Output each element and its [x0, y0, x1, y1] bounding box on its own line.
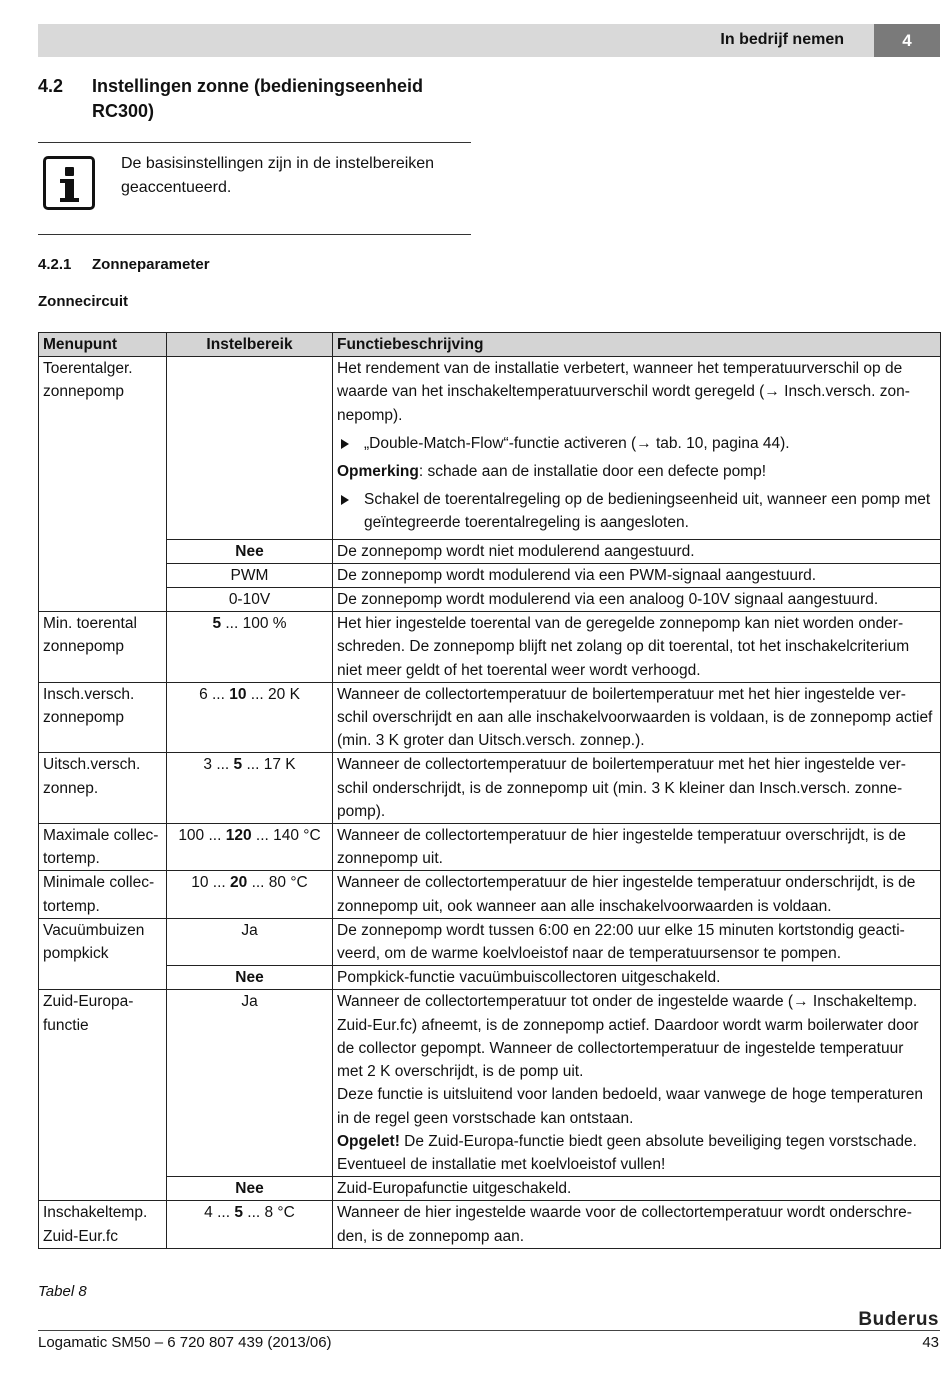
menu-cell: Uitsch.versch. zonnep. [39, 753, 167, 824]
table-row [39, 357, 941, 539]
range-cell: 6 ... 10 ... 20 K [167, 682, 333, 753]
menu-cell: Maximale collec- tortemp. [39, 824, 167, 871]
note-bottom-rule [38, 234, 471, 235]
range-cell: Ja [167, 990, 333, 1177]
bullet-triangle-icon [341, 495, 349, 505]
range-cell [167, 357, 333, 539]
info-icon [43, 156, 95, 210]
range-cell: 5 ... 100 % [167, 612, 333, 683]
note-text: De basisinstellingen zijn in de instelbereiken geaccentueerd. [121, 155, 435, 196]
bullet-item: „Double-Match-Flow“-functie activeren (→ tab. 10, pagina 44). [337, 432, 936, 455]
menu-cell: Min. toerental zonnepomp [39, 612, 167, 683]
menu-cell: Zuid-Europa- functie [39, 990, 167, 1201]
desc-cell: Pompkick-functie vacuümbuiscollectoren uitgeschakeld. [333, 966, 941, 990]
page-number: 43 [922, 1334, 939, 1351]
menu-cell: Inschakeltemp. Zuid-Eur.fc [39, 1201, 167, 1248]
desc-cell: De zonnepomp wordt modulerend via een analoog 0-10V signaal aangestuurd. [333, 588, 941, 612]
range-cell: Ja [167, 918, 333, 965]
desc-cell: Wanneer de collectortemperatuur de hier ingestelde temperatuur overschrijdt, is de zonnepomp uit. [333, 824, 941, 871]
menu-cell: Minimale collec- tortemp. [39, 871, 167, 918]
table-header-row [39, 333, 941, 357]
range-cell: PWM [167, 563, 333, 587]
menu-cell: Insch.versch. zonnepomp [39, 682, 167, 753]
bullet-triangle-icon [341, 439, 349, 449]
desc-cell: Wanneer de hier ingestelde waarde voor de collectortemperatuur wordt onderschre- den, is de zonnepomp aan. [333, 1201, 941, 1248]
range-cell: 0-10V [167, 588, 333, 612]
col-header-menupunt: Menupunt [39, 333, 167, 357]
heading-text: Instellingen zonne (bedieningseenheid RC300) [92, 76, 424, 121]
table-row [39, 588, 941, 612]
col-header-instelbereik: Instelbereik [167, 333, 333, 357]
note-top-rule [38, 142, 471, 143]
desc-cell: Wanneer de collectortemperatuur de hier ingestelde temperatuur onderschrijdt, is de zonnepomp uit, ook wanneer aan alle inschakelvoorwaarden is voldaan. [333, 871, 941, 918]
range-cell: Nee [167, 1177, 333, 1201]
desc-cell: Wanneer de collectortemperatuur de boilertemperatuur met het hier ingestelde ver- schil overschrijdt en aan alle inschakelvoorwaarden is voldaan, is de zonnepomp actief (min. 3 K groter dan Uitsch.versch. zonnep.). [333, 682, 941, 753]
desc-cell: Zuid-Europafunctie uitgeschakeld. [333, 1177, 941, 1201]
heading-zonnecircuit: Zonnecircuit [38, 293, 129, 310]
range-cell: 10 ... 20 ... 80 °C [167, 871, 333, 918]
buderus-logo: Buderus [858, 1309, 939, 1330]
table-caption: Tabel 8 [38, 1283, 87, 1300]
header-bar [38, 24, 874, 57]
table-row [39, 539, 941, 563]
heading-number: 4.2 [38, 76, 64, 96]
chapter-number: 4 [874, 24, 940, 57]
range-cell: 4 ... 5 ... 8 °C [167, 1201, 333, 1248]
desc-cell: Wanneer de collectortemperatuur de boilertemperatuur met het hier ingestelde ver- schil onderschrijdt, is de zonnepomp uit (min. 3 K kleiner dan Insch.versch. zonne- pomp). [333, 753, 941, 824]
table-row [39, 871, 941, 918]
col-header-functiebeschrijving: Functiebeschrijving [333, 333, 941, 357]
table-row [39, 824, 941, 871]
desc-cell: Het hier ingestelde toerental van de geregelde zonnepomp kan niet worden onder- schreden. De zonnepomp blijft net zolang op dit toerental, tot het inschakelcriterium niet meer geldt of het toerental weer wordt verhoogd. [333, 612, 941, 683]
range-cell: Nee [167, 539, 333, 563]
footer-doc-info: Logamatic SM50 – 6 720 807 439 (2013/06) [38, 1334, 332, 1351]
desc-cell: De zonnepomp wordt niet modulerend aangestuurd. [333, 539, 941, 563]
table-row [39, 1201, 941, 1248]
table-row [39, 563, 941, 587]
table-row [39, 612, 941, 683]
desc-cell: Wanneer de collectortemperatuur tot onder de ingestelde waarde (→ Inschakeltemp. Zuid-Eur.fc) afneemt, is de zonnepomp actief. Daardoor wordt warm boilerwater door de collector gepompt. Wanneer de collectortemperatuur de ingestelde temperatuur met 2 K overschrijdt, is de pomp uit. Deze functie is uitsluitend voor landen bedoeld, waar vanwege de hoge temperaturen in de regel geen vorstschade kan ontstaan. Opgelet! De Zuid-Europa-functie biedt geen absolute beveiliging tegen vorstschade. Eventueel de installatie met koelvloeistof vullen! [333, 990, 941, 1177]
range-cell: Nee [167, 966, 333, 990]
footer-rule [38, 1330, 940, 1331]
desc-cell: Het rendement van de installatie verbetert, wanneer het temperatuurverschil op de waarde van het inschakeltemperatuurverschil wordt geregeld (→ Insch.versch. zon- nepomp). „Double-Match-Flow“-functie activeren (→ tab. 10, pagina 44). Opmerking: schade aan de installatie door een defecte pomp! Schakel de toerentalregeling op de bedieningseenheid uit, wanneer een pomp met geïntegreerde toerentalregeling is aangesloten. [333, 357, 941, 539]
menu-cell: Toerentalger. zonnepomp [39, 357, 167, 612]
bullet-item: Schakel de toerentalregeling op de bedieningseenheid uit, wanneer een pomp met geïntegreerde toerentalregeling is aangesloten. [337, 488, 936, 534]
section-title: In bedrijf nemen [720, 31, 844, 48]
table-row [39, 966, 941, 990]
table-row [39, 1177, 941, 1201]
table-row [39, 753, 941, 824]
table-row [39, 682, 941, 753]
range-cell: 3 ... 5 ... 17 K [167, 753, 333, 824]
range-cell: 100 ... 120 ... 140 °C [167, 824, 333, 871]
desc-cell: De zonnepomp wordt tussen 6:00 en 22:00 uur elke 15 minuten kortstondig geacti- veerd, om de warme koelvloeistof naar de temperatuursensor te pompen. [333, 918, 941, 965]
desc-cell: De zonnepomp wordt modulerend via een PWM-signaal aangestuurd. [333, 563, 941, 587]
parameter-table [38, 332, 941, 1249]
heading-4-2-1: 4.2.1 Zonneparameter [38, 256, 210, 273]
table-row [39, 990, 941, 1177]
table-row [39, 918, 941, 965]
menu-cell: Vacuümbuizen pompkick [39, 918, 167, 990]
